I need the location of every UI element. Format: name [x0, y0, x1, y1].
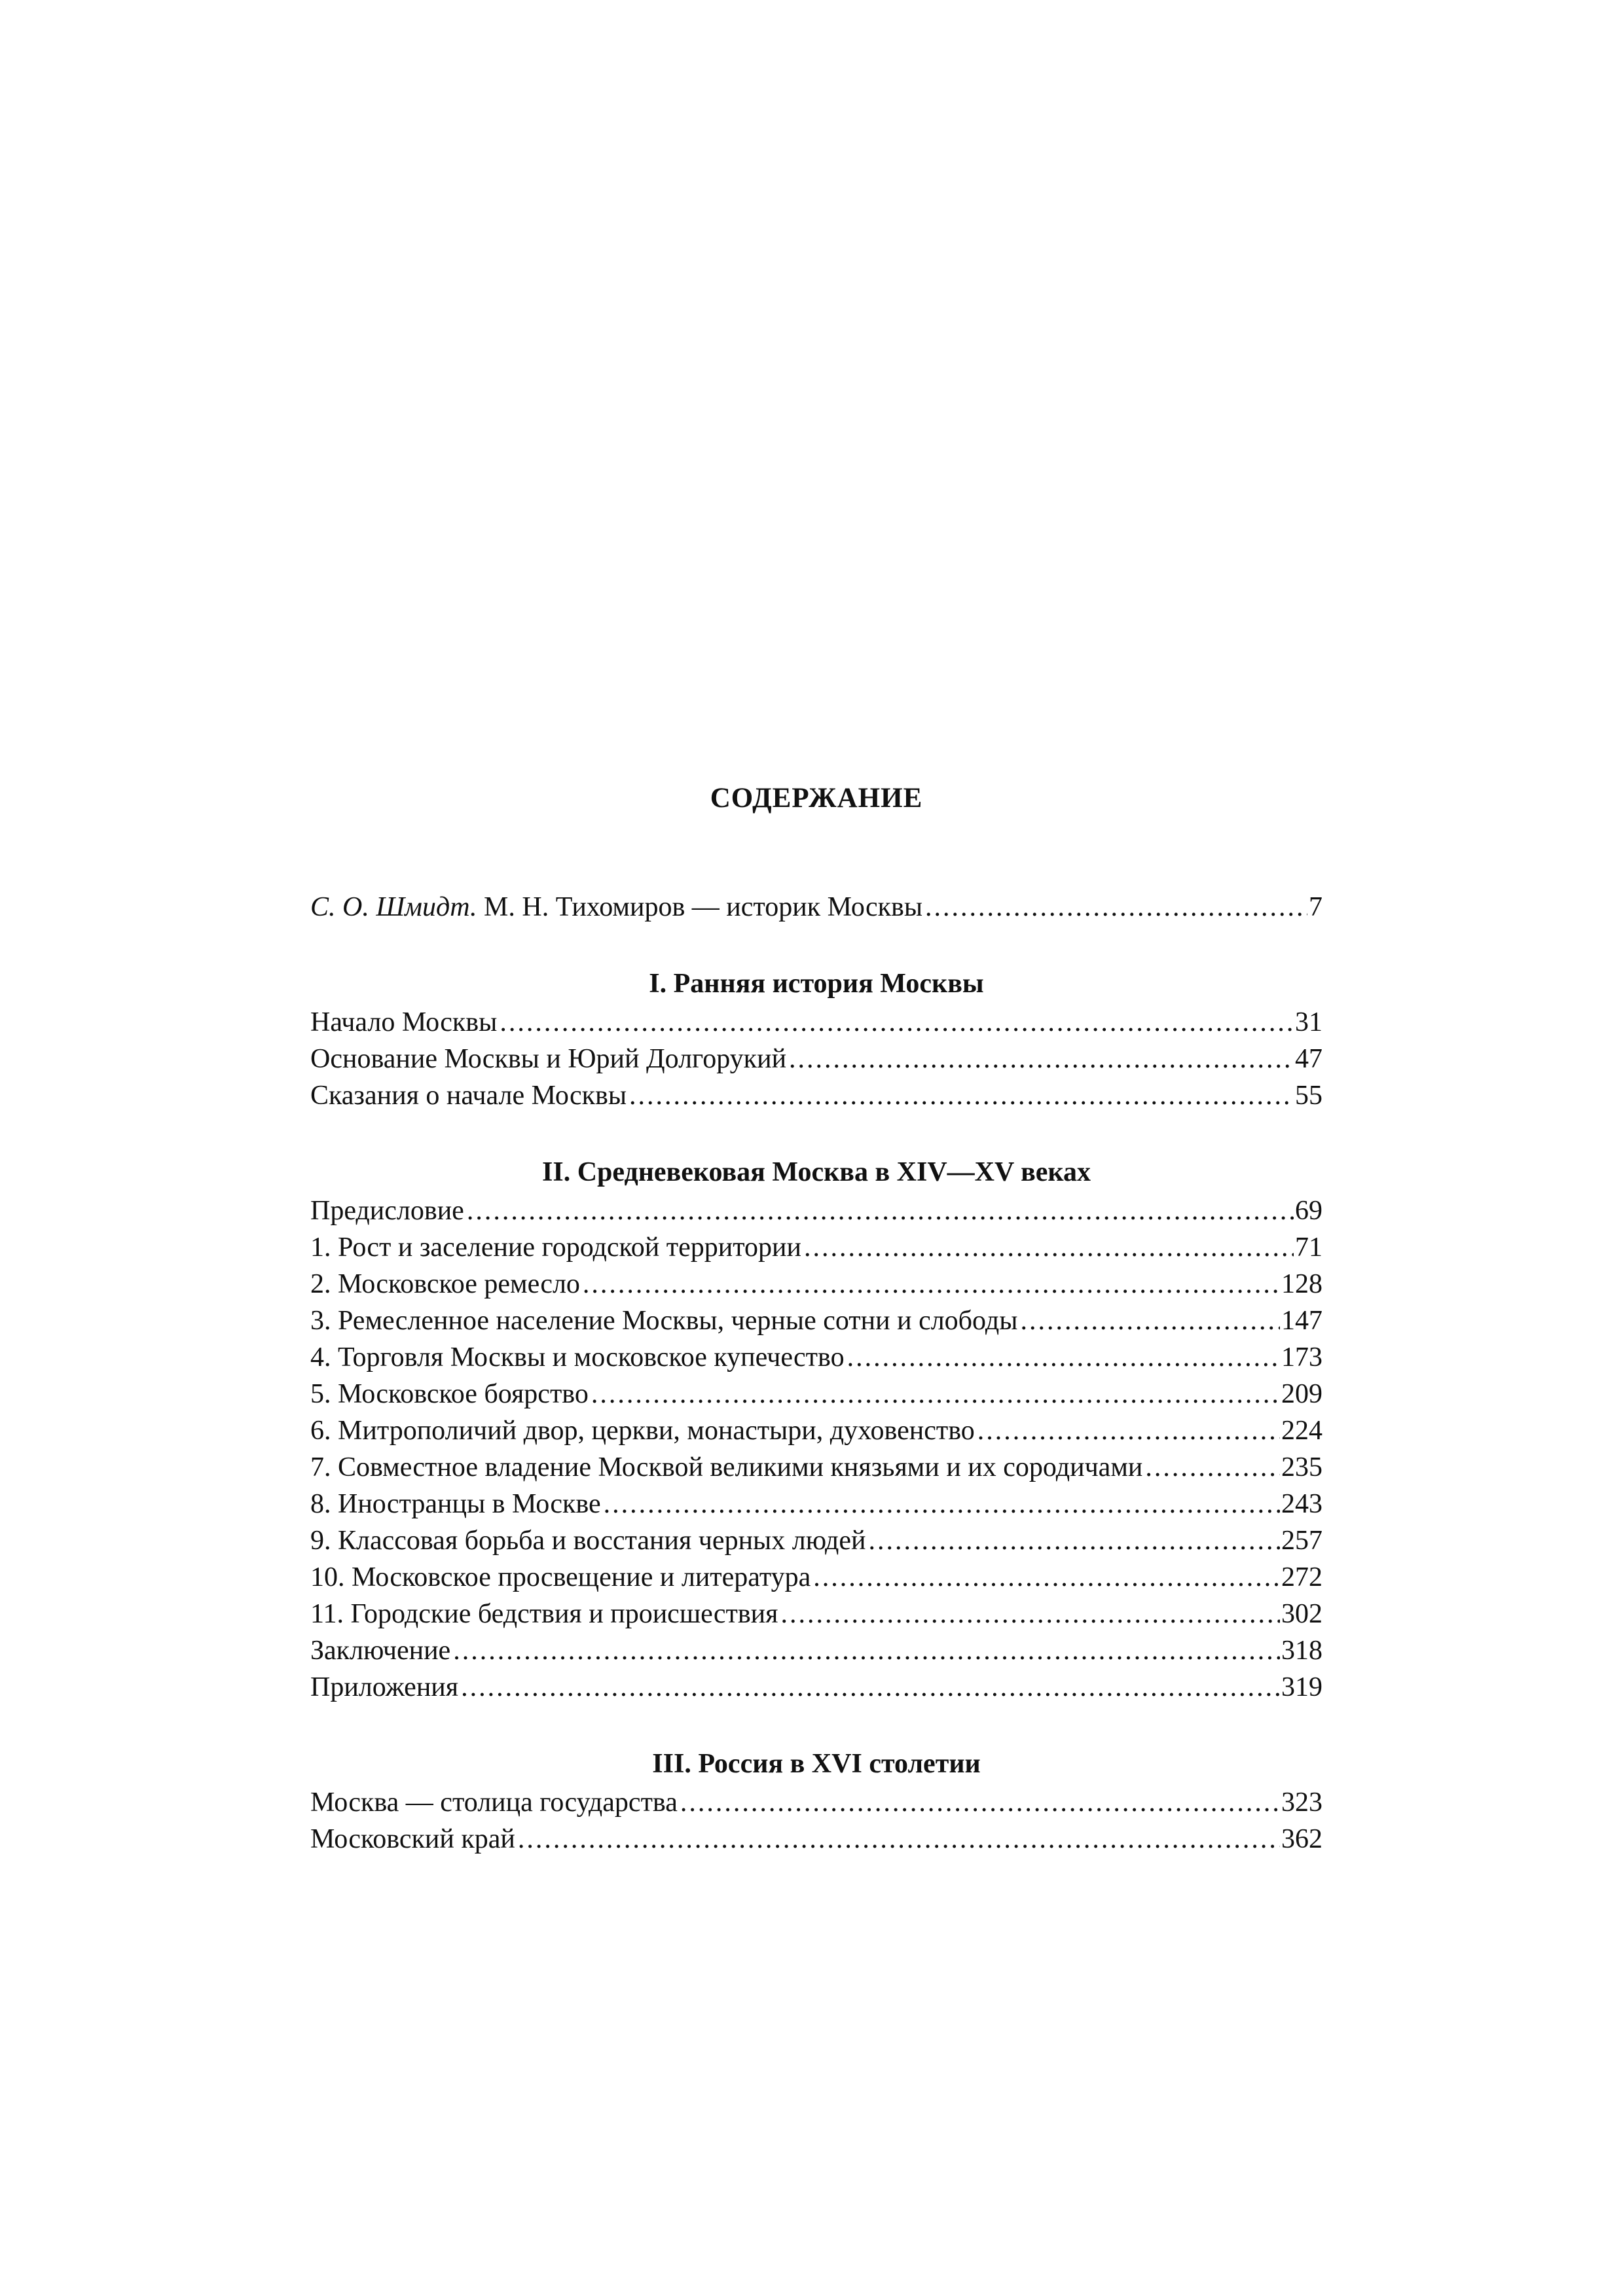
- toc-entry[interactable]: [310, 1229, 1322, 1266]
- toc-entry-foreword[interactable]: [310, 889, 1322, 925]
- toc-entry[interactable]: [310, 1486, 1322, 1522]
- toc-entry-page: 128: [1281, 1269, 1322, 1299]
- dot-leader: [680, 1784, 1280, 1821]
- dot-leader: [583, 1266, 1280, 1302]
- toc-entry[interactable]: [310, 1596, 1322, 1632]
- toc-entry[interactable]: [310, 1632, 1322, 1669]
- toc-section-3: [310, 1744, 1322, 1857]
- toc-entry-page: 209: [1281, 1379, 1322, 1409]
- toc-entry-page: 257: [1281, 1526, 1322, 1556]
- toc-entry-text: [310, 889, 922, 925]
- toc-entry-page: 323: [1281, 1787, 1322, 1818]
- toc-entry-page: 69: [1295, 1196, 1322, 1226]
- dot-leader: [1145, 1449, 1280, 1486]
- table-of-contents: [310, 779, 1322, 1857]
- toc-entry-title: 4. Торговля Москвы и московское купечество: [310, 1342, 845, 1372]
- toc-entry[interactable]: [310, 1376, 1322, 1412]
- toc-entry-title: 6. Митрополичий двор, церкви, монастыри, духовенство: [310, 1416, 975, 1446]
- section-heading: I. Ранняя история Москвы: [649, 969, 984, 999]
- toc-entry-title: Сказания о начале Москвы: [310, 1081, 627, 1111]
- toc-entry-title: 2. Московское ремесло: [310, 1269, 580, 1299]
- dot-leader: [629, 1077, 1294, 1114]
- toc-entry-page: 302: [1281, 1599, 1322, 1629]
- toc-entry-title: 7. Совместное владение Москвой великими князьями и их сородичами: [310, 1452, 1143, 1482]
- toc-entry[interactable]: [310, 1522, 1322, 1559]
- page-title: СОДЕРЖАНИЕ: [710, 783, 923, 814]
- dot-leader: [500, 1004, 1294, 1041]
- toc-entry-title: М. Н. Тихомиров — историк Москвы: [484, 892, 923, 922]
- toc-entry-title: 11. Городские бедствия и происшествия: [310, 1599, 778, 1629]
- dot-leader: [977, 1412, 1280, 1449]
- toc-entry[interactable]: [310, 1784, 1322, 1821]
- toc-entry-page: 7: [1309, 892, 1322, 922]
- toc-entry[interactable]: [310, 1821, 1322, 1857]
- toc-entry[interactable]: [310, 1339, 1322, 1376]
- toc-entry-page: 31: [1295, 1007, 1322, 1037]
- toc-entry[interactable]: [310, 1449, 1322, 1486]
- toc-entry-author: С. О. Шмидт.: [310, 892, 477, 922]
- dot-leader: [604, 1486, 1280, 1522]
- toc-entry-page: 47: [1295, 1044, 1322, 1074]
- dot-leader: [453, 1632, 1280, 1669]
- section-heading: III. Россия в XVI столетии: [652, 1749, 981, 1779]
- dot-leader: [789, 1041, 1294, 1077]
- toc-entry[interactable]: [310, 1412, 1322, 1449]
- toc-entry[interactable]: [310, 1559, 1322, 1596]
- dot-leader: [804, 1229, 1294, 1266]
- toc-entry-page: 71: [1295, 1232, 1322, 1263]
- toc-entry-page: 173: [1281, 1342, 1322, 1372]
- toc-entry-title: Московский край: [310, 1824, 515, 1854]
- toc-entry-title: 3. Ремесленное население Москвы, черные сотни и слободы: [310, 1306, 1018, 1336]
- toc-entry-title: 9. Классовая борьба и восстания черных людей: [310, 1526, 866, 1556]
- toc-entry-page: 243: [1281, 1489, 1322, 1519]
- dot-leader: [925, 889, 1307, 925]
- toc-entry[interactable]: [310, 1669, 1322, 1706]
- toc-entry-title: Начало Москвы: [310, 1007, 498, 1037]
- section-heading: II. Средневековая Москва в XIV—XV веках: [542, 1157, 1091, 1187]
- dot-leader: [813, 1559, 1280, 1596]
- dot-leader: [780, 1596, 1280, 1632]
- toc-entry-title: Москва — столица государства: [310, 1787, 678, 1818]
- toc-section-2: [310, 1152, 1322, 1706]
- toc-entry-page: 147: [1281, 1306, 1322, 1336]
- dot-leader: [461, 1669, 1280, 1706]
- dot-leader: [467, 1193, 1294, 1229]
- dot-leader: [1020, 1302, 1280, 1339]
- toc-entry-title: 5. Московское боярство: [310, 1379, 589, 1409]
- toc-entry-title: 8. Иностранцы в Москве: [310, 1489, 601, 1519]
- toc-entry-page: 235: [1281, 1452, 1322, 1482]
- toc-entry-title: 10. Московское просвещение и литература: [310, 1562, 811, 1592]
- toc-entry-page: 224: [1281, 1416, 1322, 1446]
- toc-entry-page: 319: [1281, 1672, 1322, 1702]
- toc-entry[interactable]: [310, 1041, 1322, 1077]
- dot-leader: [847, 1339, 1280, 1376]
- toc-entry[interactable]: [310, 1077, 1322, 1114]
- toc-entry-page: 272: [1281, 1562, 1322, 1592]
- dot-leader: [868, 1522, 1280, 1559]
- toc-entry-title: Заключение: [310, 1636, 451, 1666]
- dot-leader: [518, 1821, 1280, 1857]
- toc-entry-page: 55: [1295, 1081, 1322, 1111]
- toc-entry-title: Основание Москвы и Юрий Долгорукий: [310, 1044, 787, 1074]
- toc-entry[interactable]: [310, 1004, 1322, 1041]
- toc-entry[interactable]: [310, 1193, 1322, 1229]
- toc-entry-page: 362: [1281, 1824, 1322, 1854]
- toc-entry-title: Приложения: [310, 1672, 459, 1702]
- toc-entry[interactable]: [310, 1266, 1322, 1302]
- toc-entry-title: Предисловие: [310, 1196, 464, 1226]
- toc-entry-title: 1. Рост и заселение городской территории: [310, 1232, 802, 1263]
- toc-entry[interactable]: [310, 1302, 1322, 1339]
- toc-section-1: [310, 963, 1322, 1114]
- dot-leader: [591, 1376, 1280, 1412]
- toc-entry-page: 318: [1281, 1636, 1322, 1666]
